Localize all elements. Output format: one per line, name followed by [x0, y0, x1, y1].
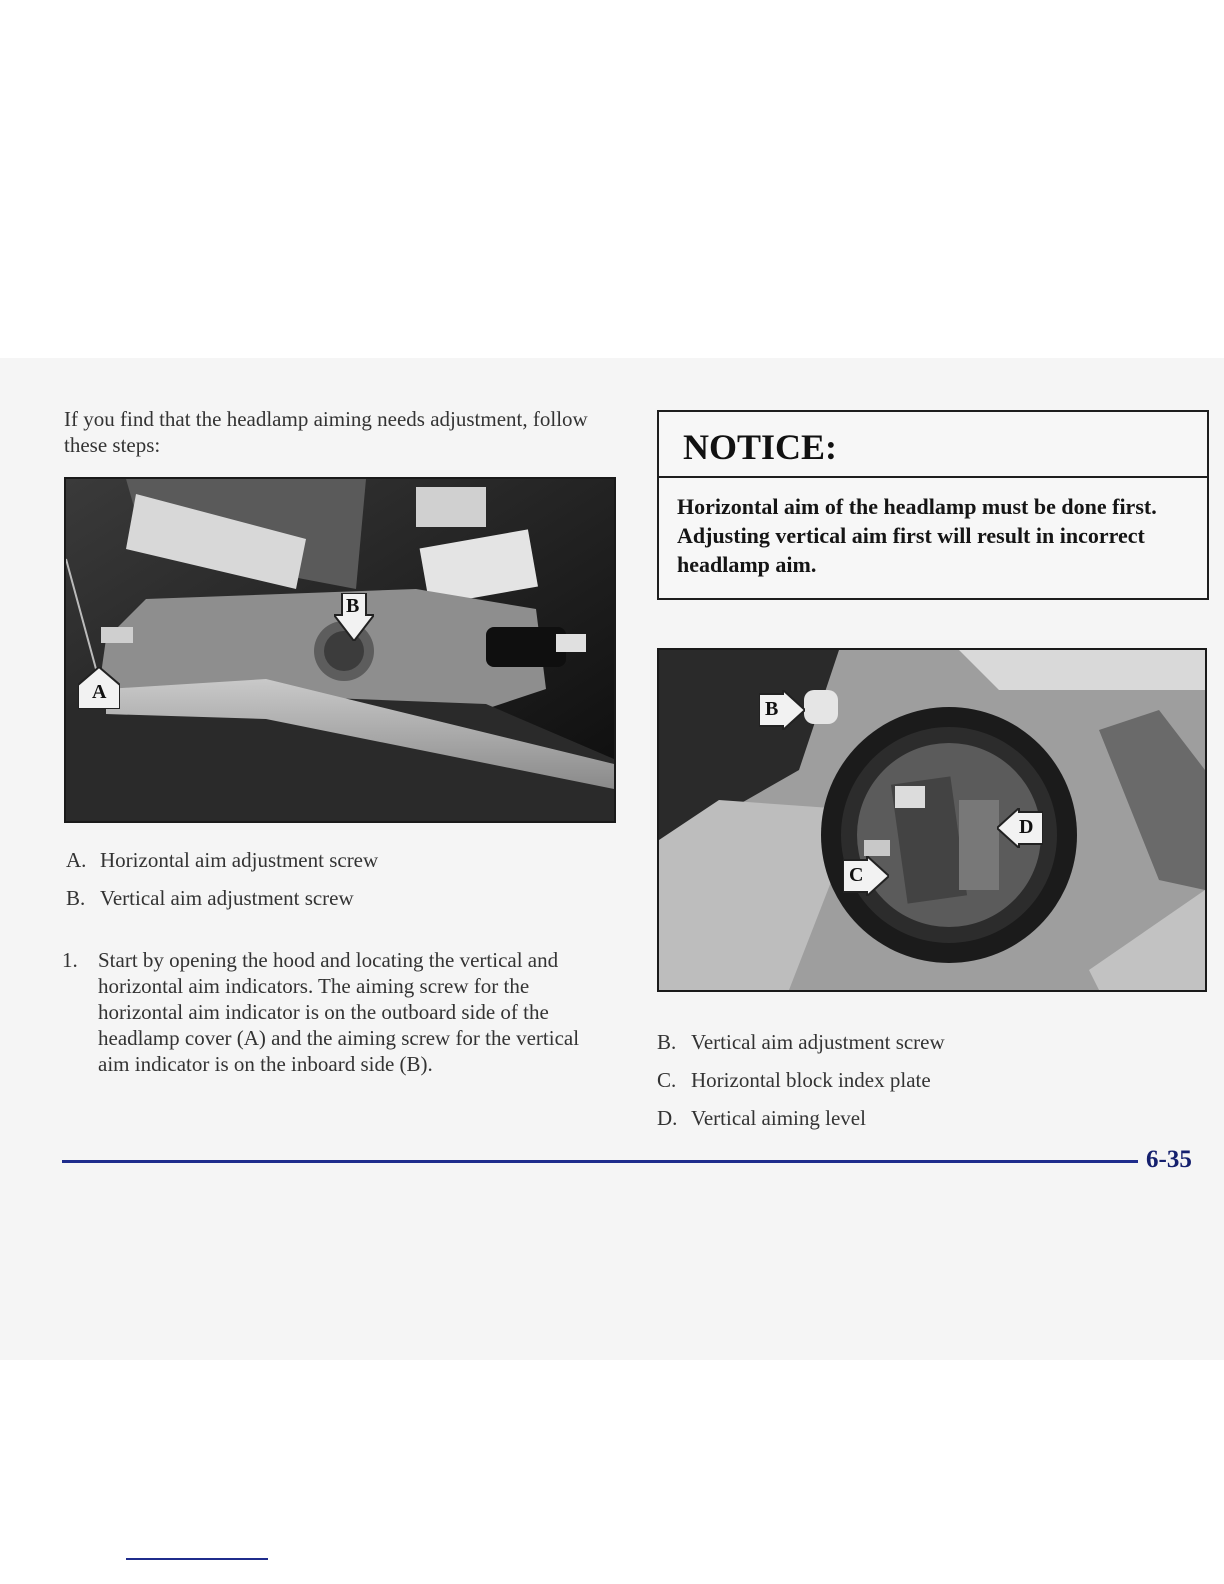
callout-b-arrow-right	[759, 690, 805, 730]
callout-b-label: B	[346, 595, 360, 617]
callout-b-label-right: B	[765, 698, 779, 720]
caption-b-right: B. Vertical aim adjustment screw	[657, 1030, 945, 1054]
callout-d-label: D	[1019, 816, 1034, 838]
caption-a: A. Horizontal aim adjustment screw	[66, 848, 379, 872]
notice-title: NOTICE:	[659, 412, 1207, 478]
page-number: 6-35	[1146, 1146, 1192, 1173]
callout-d-arrow	[997, 808, 1043, 848]
notice-box	[657, 410, 1209, 600]
callout-a-label: A	[92, 681, 107, 703]
headlamp-engine-photo	[64, 477, 616, 823]
caption-c: C. Horizontal block index plate	[657, 1068, 931, 1092]
notice-body: Horizontal aim of the headlamp must be done first. Adjusting vertical aim first will result in incorrect headlamp aim.	[677, 494, 1157, 577]
aiming-device-photo	[657, 648, 1207, 992]
step-1	[62, 947, 602, 1077]
caption-b: B. Vertical aim adjustment screw	[66, 886, 354, 910]
step-number: 1.	[62, 948, 78, 972]
callout-b-arrow	[334, 593, 374, 641]
intro-paragraph: If you find that the headlamp aiming needs adjustment, follow these steps:	[64, 407, 588, 457]
bottom-stub-line	[126, 1558, 268, 1560]
callout-c-arrow	[843, 856, 889, 896]
caption-d: D. Vertical aiming level	[657, 1106, 866, 1130]
footer-rule	[62, 1160, 1138, 1163]
left-figure-captions	[66, 847, 378, 923]
step-text: Start by opening the hood and locating the vertical and horizontal aim indicators. The aiming screw for the horizontal aim indicator is on the outboard side of the headlamp cover (A) and the aiming screw for the vertical aim indicator is on the inboard side (B).	[98, 948, 580, 1076]
callout-a-arrow	[78, 667, 120, 709]
right-figure-captions	[657, 1029, 945, 1143]
callout-c-label: C	[849, 864, 864, 886]
